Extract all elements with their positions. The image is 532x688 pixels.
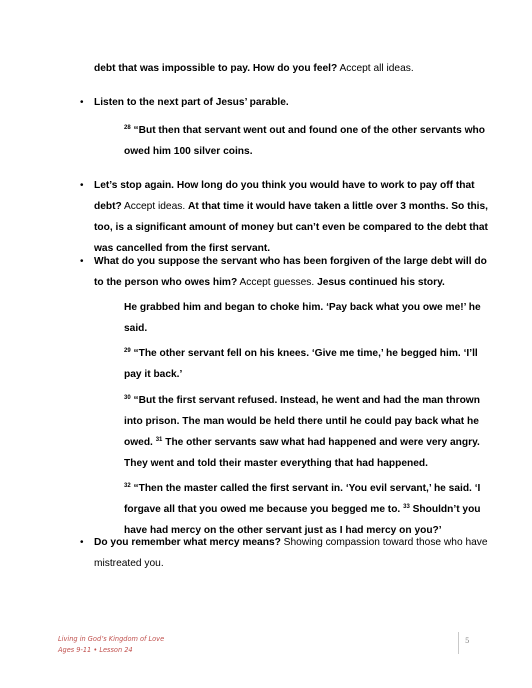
story-line-1: He grabbed him and began to choke him. ‘Pay back what you owe me!’ he	[124, 302, 481, 313]
bullet-stop-line-2: debt? Accept ideas. At that time it would have taken a little over 3 months. So this,	[94, 201, 489, 212]
bullet-suppose-line-2: to the person who owes him? Accept guesses. Jesus continued his story.	[94, 277, 445, 288]
bullet-listen-text: Listen to the next part of Jesus’ parable.	[94, 97, 289, 108]
verse-number-30: 30	[124, 395, 131, 401]
verse-29-line-1: $^{29}$ “The other servant fell on his knees. ‘Give me time,’ he begged him. ‘I’ll	[124, 348, 478, 359]
verse-28-line-2: owed him 100 silver coins.	[124, 146, 253, 157]
verse-32-line-3: have had mercy on the other servant just as I had mercy on you?’	[124, 525, 442, 536]
verse-30-line-2: into prison. The man would be held there until he could pay back what he	[124, 416, 479, 427]
intro-question: debt that was impossible to pay. How do you feel?	[94, 63, 338, 74]
verse-28-line-1: $^{28}$ “But then that servant went out and found one of the other servants who	[124, 125, 485, 136]
verse-30-line-1: $^{30}$ “But the first servant refused. Instead, he went and had the man thrown	[124, 395, 480, 406]
story-line-2: said.	[124, 323, 148, 334]
bullet-mercy-line-1: Do you remember what mercy means? Showing compassion toward those who have	[94, 537, 488, 548]
bullet-icon: •	[80, 256, 84, 267]
bullet-stop-line-4: was cancelled from the first servant.	[94, 243, 271, 254]
verse-30-line-4: They went and told their master everything that had happened.	[124, 458, 428, 469]
bullet-stop-line-1: Let’s stop again. How long do you think you would have to work to pay off that	[94, 180, 475, 191]
page-number: 5	[465, 637, 470, 645]
mercy-definition: Showing compassion toward those who have	[280, 537, 488, 548]
footer-divider	[458, 632, 459, 654]
bullet-icon: •	[80, 97, 84, 108]
verse-number-31: 31	[155, 437, 163, 443]
intro-note: Accept all ideas.	[337, 63, 414, 74]
intro-line	[94, 58, 414, 79]
bullet-mercy-line-2: mistreated you.	[94, 558, 164, 569]
verse-number-28: 28	[124, 125, 131, 131]
footer-subtitle: Ages 9-11 • Lesson 24	[58, 646, 133, 654]
verse-32-line-2: forgave all that you owed me because you begged me to. $^{33}$ Shouldn’t you	[124, 504, 481, 515]
verse-number-29: 29	[124, 348, 131, 354]
accept-guesses-note: Accept guesses.	[237, 277, 318, 288]
verse-number-32: 32	[124, 483, 131, 489]
bullet-icon: •	[80, 180, 84, 191]
verse-29-line-2: pay it back.’	[124, 369, 183, 380]
verse-30-line-3: owed. $^{31}$ The other servants saw what had happened and were very angry.	[124, 437, 480, 448]
bullet-icon: •	[80, 537, 84, 548]
accept-ideas-note: Accept ideas.	[121, 201, 188, 212]
footer-title: Living in God’s Kingdom of Love	[58, 635, 165, 643]
bullet-stop-line-3: too, is a significant amount of money but can’t even be compared to the debt that	[94, 222, 488, 233]
verse-number-33: 33	[403, 504, 410, 510]
verse-32-line-1: $^{32}$ “Then the master called the first servant in. ‘You evil servant,’ he said. ‘I	[124, 483, 481, 494]
bullet-suppose-line-1: What do you suppose the servant who has been forgiven of the large debt will do	[94, 256, 487, 267]
